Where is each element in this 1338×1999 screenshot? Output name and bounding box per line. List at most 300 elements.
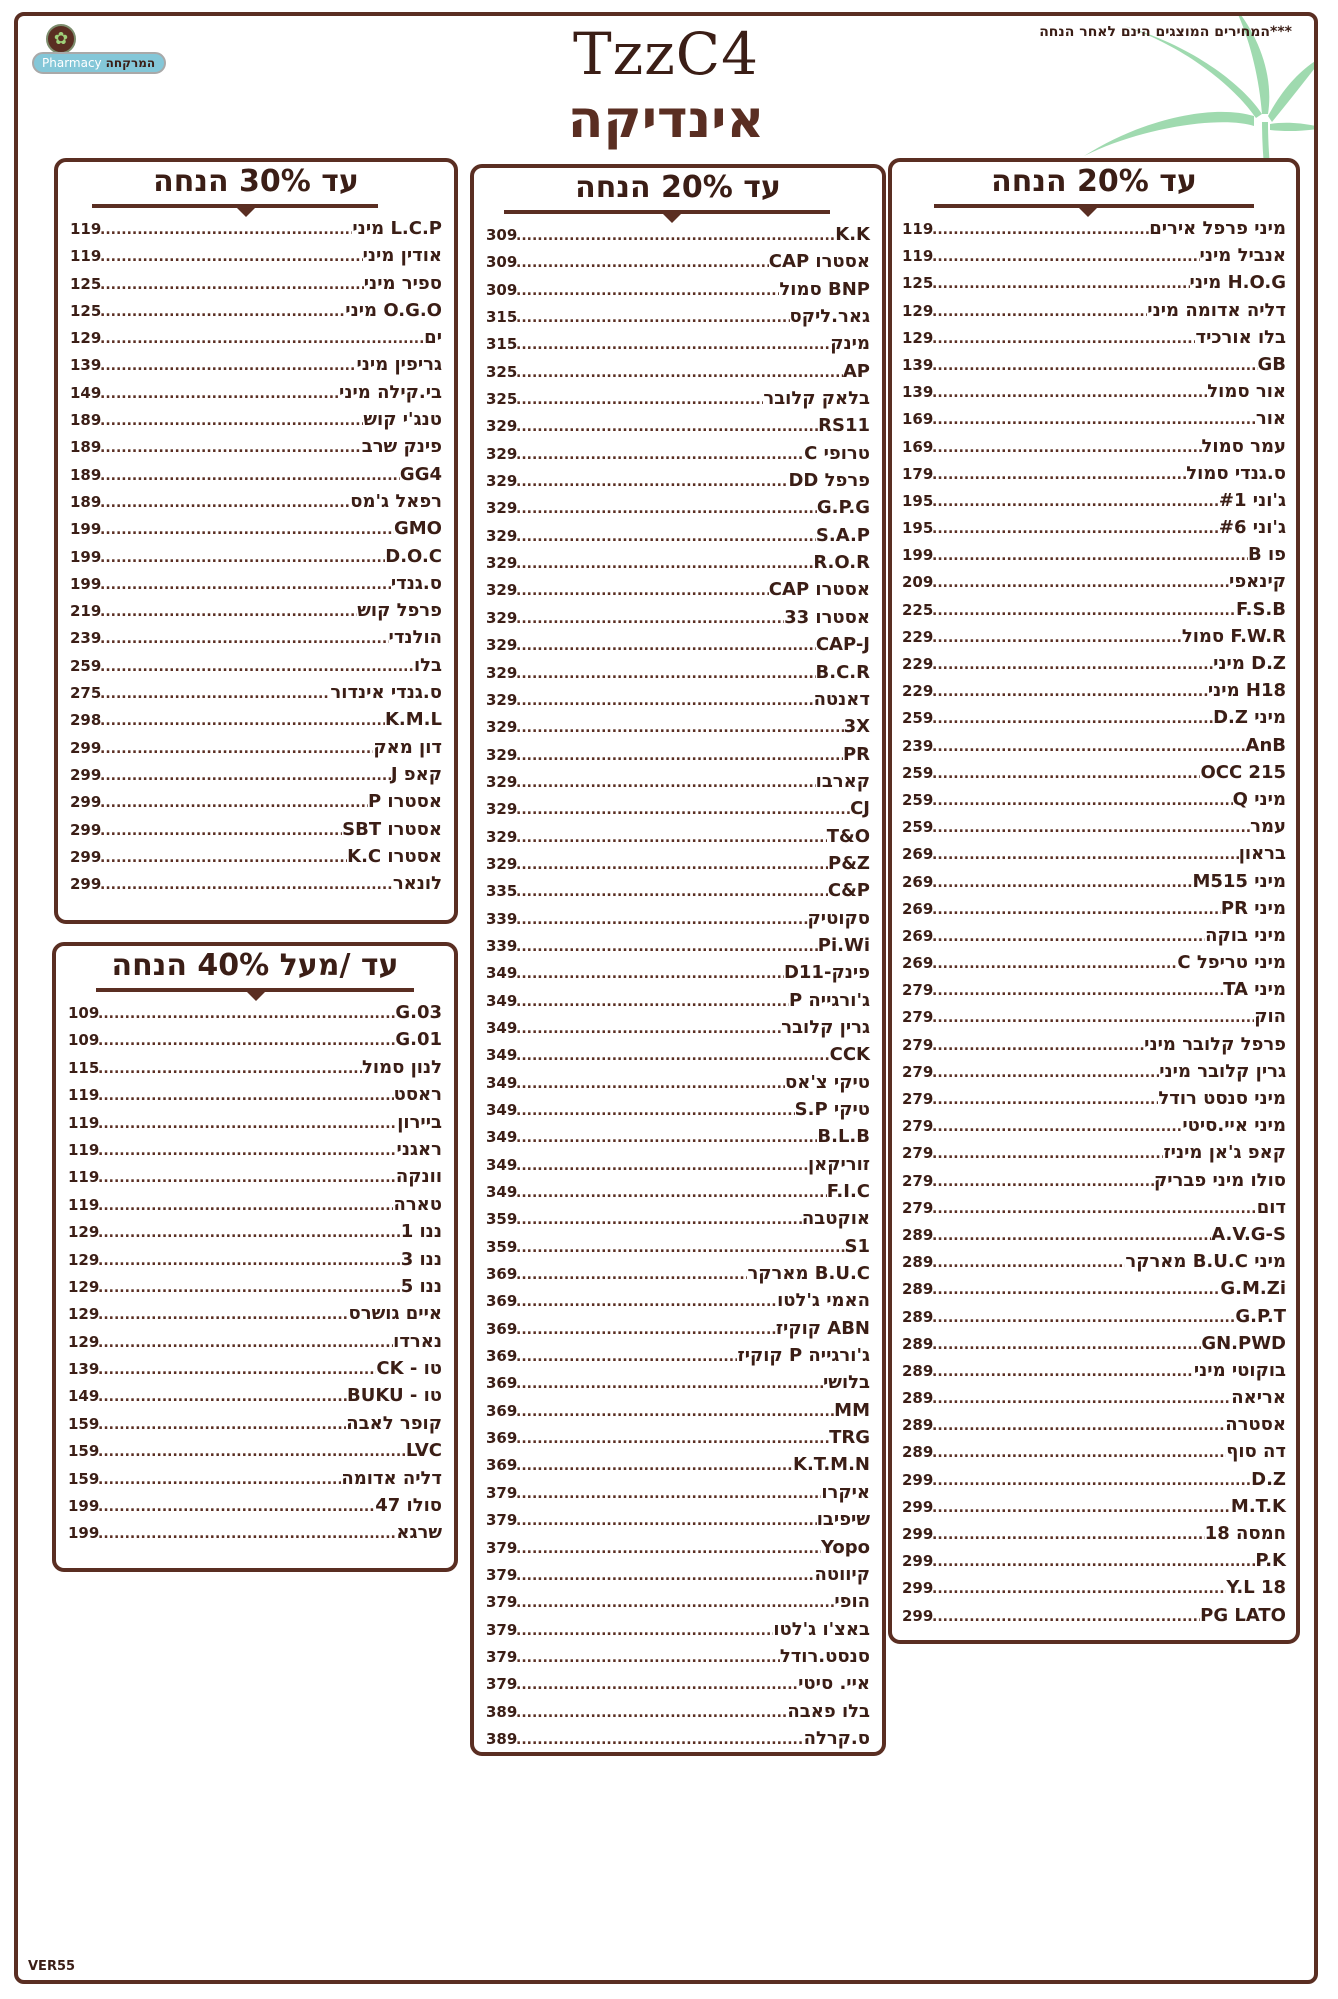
dot-leader (98, 1417, 346, 1433)
price-list (68, 1002, 442, 1550)
list-item (486, 1072, 870, 1099)
list-item (70, 245, 442, 272)
list-item (486, 1345, 870, 1372)
item-name: אסטרו K.C (347, 845, 442, 867)
item-name: ספיר מיני (363, 272, 442, 294)
item-price: 329 (486, 554, 518, 573)
item-price: 289 (902, 1334, 934, 1353)
dot-leader (516, 1349, 737, 1365)
item-name: רפאל ג'מס (350, 490, 442, 512)
dot-leader (932, 929, 1205, 945)
list-item (486, 224, 870, 251)
list-item (902, 1088, 1286, 1115)
item-price: 239 (902, 736, 934, 755)
dot-leader (98, 1335, 393, 1351)
list-item (486, 1482, 870, 1509)
dot-leader (98, 1170, 396, 1186)
list-item (486, 607, 870, 634)
dot-leader (98, 1143, 397, 1159)
dot-leader (100, 358, 356, 374)
item-name: בלו (413, 654, 442, 676)
list-item (70, 273, 442, 300)
list-item (70, 218, 442, 245)
dot-leader (932, 603, 1236, 619)
item-name: אריאה (1231, 1387, 1286, 1409)
list-item (902, 1251, 1286, 1278)
dot-leader (516, 1048, 830, 1064)
box-header (68, 946, 442, 1002)
dot-leader (100, 795, 368, 811)
item-name: CJ (850, 798, 870, 820)
item-price: 389 (486, 1702, 518, 1721)
item-price: 279 (902, 1117, 934, 1136)
header-pointer (1078, 207, 1098, 217)
item-price: 199 (68, 1497, 100, 1516)
list-item (486, 1318, 870, 1345)
item-price: 299 (70, 765, 102, 784)
item-price: 279 (902, 1144, 934, 1163)
dot-leader (932, 956, 1177, 972)
item-price: 199 (68, 1524, 100, 1543)
list-item (902, 354, 1286, 381)
dot-leader (516, 775, 816, 791)
list-item (68, 1276, 442, 1303)
item-price: 289 (902, 1389, 934, 1408)
item-name: בלאק קלובר (763, 388, 870, 410)
dot-leader (98, 1307, 349, 1323)
item-price: 189 (70, 438, 102, 457)
item-price: 199 (70, 574, 102, 593)
dot-leader (932, 739, 1246, 755)
list-item (70, 573, 442, 600)
item-price: 359 (486, 1210, 518, 1229)
dot-leader (100, 413, 363, 429)
list-item (902, 816, 1286, 843)
dot-leader (516, 966, 784, 982)
dot-leader (100, 577, 391, 593)
list-item (486, 579, 870, 606)
list-item (902, 1577, 1286, 1604)
item-name: G.01 (395, 1029, 442, 1051)
item-price: 369 (486, 1292, 518, 1311)
item-name: קינאפי (1229, 571, 1286, 593)
price-list (70, 218, 442, 900)
list-item (486, 1126, 870, 1153)
item-name: טיקי S.P (794, 1099, 870, 1120)
list-item (902, 1278, 1286, 1305)
item-name: PG LATO (1200, 1604, 1286, 1626)
item-name: AP (842, 360, 870, 382)
dot-leader (932, 820, 1250, 836)
list-item (70, 873, 442, 900)
item-price: 289 (902, 1416, 934, 1435)
item-name: דום (1256, 1196, 1286, 1218)
item-price: 349 (486, 1128, 518, 1147)
list-item (902, 245, 1286, 272)
dot-leader (516, 419, 818, 435)
dot-leader (932, 494, 1219, 510)
item-price: 129 (68, 1305, 100, 1324)
item-price: 369 (486, 1347, 518, 1366)
list-item (902, 599, 1286, 626)
list-item (486, 1619, 870, 1646)
item-price: 309 (486, 253, 518, 272)
item-price: 119 (70, 220, 102, 238)
dot-leader (932, 222, 1149, 238)
item-price: 299 (70, 793, 102, 812)
item-name: פרפל DD (788, 470, 870, 492)
dot-leader (516, 1595, 834, 1611)
item-price: 279 (902, 1062, 934, 1081)
list-item (486, 853, 870, 880)
list-item (486, 470, 870, 497)
item-price: 369 (486, 1429, 518, 1448)
item-name: C&P (827, 880, 870, 902)
dot-leader (932, 657, 1213, 673)
item-price: 129 (68, 1332, 100, 1351)
header-underline (92, 204, 378, 208)
item-price: 269 (902, 899, 934, 918)
item-name: ראסט (393, 1084, 442, 1106)
list-item (902, 925, 1286, 952)
dot-leader (932, 1527, 1205, 1543)
dot-leader (98, 1061, 362, 1077)
list-item (486, 279, 870, 306)
list-item (68, 1029, 442, 1056)
list-item (902, 327, 1286, 354)
item-name: B.C.R (815, 661, 870, 683)
item-price: 269 (902, 845, 934, 864)
item-price: 195 (902, 519, 934, 538)
item-name: קארבו (815, 770, 870, 792)
item-name: טו - CK (376, 1358, 442, 1380)
dot-leader (98, 1033, 395, 1049)
item-price: 339 (486, 936, 518, 955)
item-price: 329 (486, 690, 518, 709)
item-price: 229 (902, 682, 934, 701)
item-name: Yopo (821, 1536, 870, 1558)
item-price: 119 (902, 220, 934, 238)
item-price: 349 (486, 1101, 518, 1119)
item-name: T&O (826, 825, 870, 847)
list-item (68, 1057, 442, 1084)
item-price: 259 (902, 818, 934, 837)
item-name: גרין קלובר מיני (1159, 1060, 1286, 1082)
item-name: PR (842, 743, 870, 765)
item-name: ס.גנדי (390, 572, 442, 594)
list-item (902, 544, 1286, 571)
list-item (68, 1166, 442, 1193)
list-item (68, 1522, 442, 1549)
item-price: 329 (486, 444, 518, 463)
list-item (902, 1550, 1286, 1577)
list-item (902, 1360, 1286, 1387)
item-name: B.L.B (817, 1126, 870, 1148)
box-header (486, 168, 870, 224)
list-item (486, 333, 870, 360)
item-name: מיני בוקה (1205, 924, 1286, 946)
item-name: LVC (405, 1440, 442, 1462)
dot-leader (516, 1677, 798, 1693)
dot-leader (100, 249, 363, 265)
item-name: L.C.P מיני (352, 218, 442, 239)
dot-leader (516, 228, 835, 244)
box-header-text: עד 20% הנחה (991, 164, 1197, 199)
item-price: 279 (902, 1171, 934, 1190)
item-price: 299 (902, 1497, 934, 1516)
dot-leader (516, 1732, 804, 1748)
dot-leader (932, 575, 1229, 591)
list-item (68, 1440, 442, 1467)
list-item (486, 1673, 870, 1700)
dot-leader (516, 474, 788, 490)
item-name: ABN קוקיז (775, 1317, 870, 1339)
item-name: ראגני (396, 1138, 442, 1160)
item-name: 3X (843, 716, 870, 738)
item-name: קאפ ג'אן מיניז (1163, 1142, 1286, 1164)
list-item (68, 1303, 442, 1330)
list-item (486, 1099, 870, 1126)
item-name: איים גושרס (348, 1303, 442, 1325)
item-price: 299 (70, 738, 102, 757)
item-name: טנג'י קוש (363, 409, 442, 431)
item-name: איי. סיטי (798, 1673, 870, 1695)
item-price: 349 (486, 1183, 518, 1202)
dot-leader (100, 713, 385, 729)
dot-leader (516, 693, 814, 709)
item-name: AnB (1245, 734, 1286, 756)
item-price: 229 (902, 655, 934, 673)
dot-leader (932, 1038, 1144, 1054)
item-price: 119 (68, 1113, 100, 1132)
dot-leader (516, 1486, 821, 1502)
item-name: ים (424, 327, 442, 349)
dot-leader (516, 1458, 793, 1474)
dot-leader (516, 830, 827, 846)
list-item (486, 1017, 870, 1044)
dot-leader (516, 666, 816, 682)
item-price: 269 (902, 926, 934, 945)
dot-leader (516, 337, 830, 353)
dot-leader (516, 365, 843, 381)
item-price: 239 (70, 629, 102, 648)
dot-leader (516, 392, 763, 408)
dot-leader (516, 939, 818, 955)
item-price: 275 (70, 684, 102, 703)
item-name: F.S.B (1235, 598, 1286, 620)
list-item (902, 1469, 1286, 1496)
item-price: 299 (902, 1470, 934, 1489)
item-price: 129 (902, 328, 934, 347)
item-price: 299 (70, 820, 102, 839)
item-price: 369 (486, 1401, 518, 1420)
item-name: סולו 47 (375, 1495, 442, 1517)
discount-box-20-right (888, 158, 1300, 1644)
item-name: ננו 5 (400, 1275, 442, 1297)
dot-leader (100, 331, 424, 347)
dot-leader (516, 1185, 827, 1201)
item-name: פרפל קוש (357, 600, 442, 622)
item-name: P.K (1255, 1550, 1286, 1572)
dot-leader (932, 1119, 1182, 1135)
list-item (902, 653, 1286, 680)
dot-leader (100, 522, 394, 538)
header-pointer (662, 213, 682, 223)
list-item (70, 791, 442, 818)
item-price: 129 (68, 1277, 100, 1296)
dot-leader (932, 1581, 1226, 1597)
item-name: לונאר (392, 873, 442, 895)
item-name: קיווטה (814, 1563, 870, 1585)
dot-leader (932, 902, 1221, 918)
item-name: G.03 (395, 1002, 442, 1023)
item-price: 189 (70, 465, 102, 484)
item-price: 298 (70, 711, 102, 730)
list-item (486, 771, 870, 798)
dot-leader (932, 766, 1200, 782)
box-header-text: עד /מעל 40% הנחה (111, 948, 399, 983)
dot-leader (516, 1267, 747, 1283)
item-name: D.Z מיני (1213, 653, 1286, 674)
item-price: 149 (68, 1387, 100, 1406)
item-price: 119 (68, 1140, 100, 1159)
dot-leader (516, 529, 816, 545)
price-list (902, 218, 1286, 1632)
dot-leader (516, 1623, 773, 1639)
item-price: 259 (70, 656, 102, 675)
box-header (70, 162, 442, 218)
item-name: P&Z (828, 852, 870, 874)
dot-leader (932, 1609, 1200, 1625)
header-pointer (246, 991, 266, 1001)
list-item (902, 1170, 1286, 1197)
item-price: 329 (486, 827, 518, 846)
list-item (902, 218, 1286, 245)
list-item (486, 662, 870, 689)
dot-leader (516, 912, 808, 928)
item-price: 289 (902, 1280, 934, 1299)
list-item (902, 490, 1286, 517)
dot-leader (100, 823, 342, 839)
item-price: 279 (902, 1198, 934, 1217)
item-name: לנון סמול (362, 1056, 442, 1078)
dot-leader (932, 1391, 1231, 1407)
item-price: 299 (70, 847, 102, 866)
list-item (902, 762, 1286, 789)
item-price: 189 (70, 411, 102, 430)
dot-leader (932, 847, 1239, 863)
dot-leader (932, 793, 1233, 809)
list-item (68, 1358, 442, 1385)
item-price: 379 (486, 1593, 518, 1612)
dot-leader (100, 440, 362, 456)
list-item (486, 1591, 870, 1618)
item-name: מיני B.U.C מארקר (1125, 1251, 1286, 1273)
item-name: TRG (829, 1427, 870, 1449)
dot-leader (100, 877, 393, 893)
item-price: 229 (902, 627, 934, 646)
list-item (486, 1454, 870, 1481)
dot-leader (516, 447, 804, 463)
item-price: 369 (486, 1374, 518, 1393)
list-item (486, 1154, 870, 1181)
list-item (902, 1224, 1286, 1251)
item-price: 169 (902, 410, 934, 429)
item-name: ג'ורגייה P קוקיז (737, 1345, 870, 1367)
list-item (70, 846, 442, 873)
item-name: אסטרו 33 (784, 606, 870, 628)
list-item (902, 381, 1286, 408)
item-name: G.M.Zi (1220, 1278, 1286, 1300)
item-name: K.M.L (384, 709, 442, 731)
dot-leader (932, 711, 1213, 727)
item-price: 309 (486, 280, 518, 299)
item-name: הופי (834, 1591, 870, 1613)
item-price: 379 (486, 1483, 518, 1502)
list-item (902, 1061, 1286, 1088)
item-name: CAP-J (815, 634, 870, 656)
list-item (902, 843, 1286, 870)
item-name: S.A.P (815, 524, 870, 546)
item-name: האמי ג'לטו (777, 1290, 870, 1312)
item-name: H18 מיני (1207, 680, 1286, 702)
item-price: 199 (902, 546, 934, 565)
list-item (902, 1197, 1286, 1224)
item-price: 279 (902, 1035, 934, 1054)
list-item (486, 552, 870, 579)
price-list-page (14, 12, 1318, 1984)
item-name: בלושי (823, 1372, 870, 1394)
dot-leader (516, 1376, 823, 1392)
item-price: 335 (486, 882, 518, 901)
list-item (70, 627, 442, 654)
price-notice: ***המחירים המוצגים הינם לאחר הנחה (1039, 24, 1292, 40)
list-item (68, 1194, 442, 1221)
list-item (486, 1236, 870, 1263)
list-item (486, 1044, 870, 1071)
dot-leader (98, 1389, 347, 1405)
list-item (68, 1495, 442, 1522)
list-item (68, 1002, 442, 1029)
list-item (70, 354, 442, 381)
dot-leader (932, 1310, 1235, 1326)
list-item (486, 880, 870, 907)
item-price: 259 (902, 790, 934, 809)
item-name: גרין קלובר (781, 1016, 870, 1038)
dot-leader (100, 659, 414, 675)
item-price: 329 (486, 745, 518, 764)
item-price: 279 (902, 1008, 934, 1027)
item-price: 379 (486, 1647, 518, 1666)
box-header-text: עד 30% הנחה (153, 164, 359, 199)
list-item (902, 871, 1286, 898)
dot-leader (932, 1364, 1194, 1380)
item-price: 269 (902, 954, 934, 973)
item-price: 369 (486, 1456, 518, 1475)
item-name: D.O.C (385, 545, 442, 567)
item-price: 115 (68, 1058, 100, 1077)
item-price: 309 (486, 226, 518, 244)
item-price: 289 (902, 1443, 934, 1462)
list-item (68, 1221, 442, 1248)
item-name: אודין מיני (362, 245, 442, 267)
item-price: 129 (902, 301, 934, 320)
dot-leader (516, 310, 790, 326)
dot-leader (932, 276, 1190, 292)
dot-leader (516, 1650, 780, 1666)
item-name: נארדו (393, 1330, 442, 1352)
item-name: מיני M515 (1192, 870, 1286, 892)
